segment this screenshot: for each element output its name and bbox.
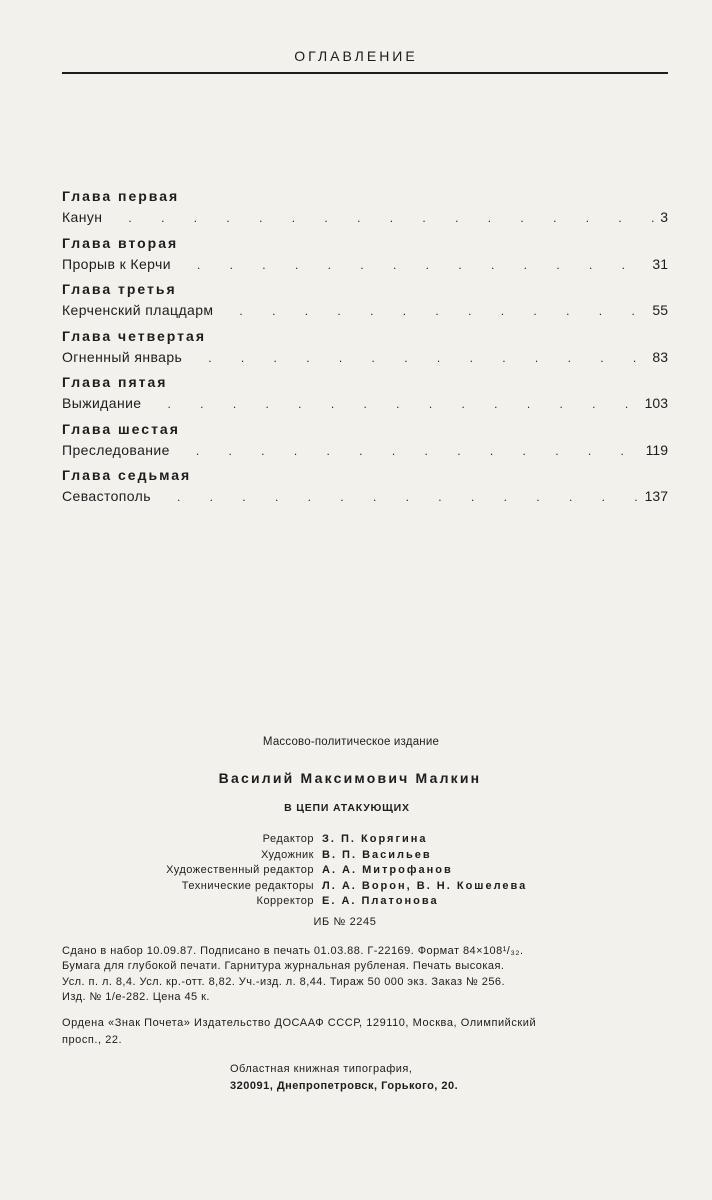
chapter-label: Глава седьмая [62,467,192,483]
chapter-title: Керченский плацдарм [62,302,214,318]
page-number: 55 [652,302,668,318]
chapter-row [62,486,668,506]
credit-line [62,863,668,879]
colophon [62,736,668,1095]
toc-entry [62,186,668,233]
credits-list [62,832,668,910]
chapter-title: Преследование [62,441,170,458]
credit-name: З. П. Корягина [322,833,428,845]
edition-type: Массово-политическое издание [262,736,440,748]
credit-role: Художественный редактор [166,864,314,876]
publisher-line: просп., 22. [62,1033,123,1046]
ib-number: ИБ № 2245 [313,915,377,928]
chapter-row [62,393,668,413]
page-number: 31 [652,255,668,272]
table-of-contents [62,186,668,512]
credit-name: А. А. Митрофанов [322,864,453,876]
print-data-line: Сдано в набор 10.09.87. Подписано в печать 01.03.88. Г-22169. Формат 84×108¹/₃₂. [62,944,524,957]
page-number: 103 [644,395,668,411]
dot-leader [167,394,638,414]
publisher-info [62,1015,668,1049]
credit-role: Технические редакторы [181,879,314,892]
chapter-label: Глава пятая [62,374,168,390]
chapter-row [62,347,668,367]
dot-leader [196,441,640,461]
print-data-line: Бумага для глубокой печати. Гарнитура журнальная рубленая. Печать высокая. [62,960,505,972]
chapter-row [62,207,668,227]
credit-name: Л. А. Ворон, В. Н. Кошелева [322,879,528,892]
toc-entry [62,372,668,419]
page-number: 137 [644,488,668,504]
chapter-title: Прорыв к Керчи [62,255,171,272]
chapter-title: Огненный январь [62,348,183,365]
print-data-line: Изд. № 1/е-282. Цена 45 к. [62,991,210,1003]
printer-address: 320091, Днепропетровск, Горького, 20. [230,1079,459,1092]
toc-entry [62,465,668,512]
page-number: 83 [652,348,668,365]
toc-entry [62,419,668,466]
print-data-line: Усл. п. л. 8,4. Усл. кр.-отт. 8,82. Уч.-изд. л. 8,44. Тираж 50 000 экз. Заказ № 256. [62,975,505,988]
toc-heading: ОГЛАВЛЕНИЕ [294,48,418,64]
toc-entry [62,326,668,373]
toc-entry [62,279,668,326]
chapter-label: Глава шестая [62,420,180,437]
credit-line [62,879,668,895]
credit-role: Редактор [262,833,314,845]
chapter-label: Глава третья [62,281,177,297]
chapter-label: Глава вторая [62,234,179,251]
credit-line [62,894,668,910]
dot-leader [128,208,654,228]
chapter-title: Канун [62,209,103,225]
credit-name: В. П. Васильев [322,848,432,861]
chapter-title: Севастополь [62,488,151,504]
chapter-title: Выжидание [62,395,142,411]
printer-name: Областная книжная типография, [230,1062,413,1075]
dot-leader [208,348,646,368]
heading-rule [62,72,668,74]
page-number: 119 [645,441,668,458]
publisher-line: Ордена «Знак Почета» Издательство ДОСААФ СССР, 129110, Москва, Олимпийский [62,1016,537,1029]
print-specifications [62,944,668,1006]
credit-role: Корректор [256,895,314,907]
credit-line [62,848,668,864]
author-name: Василий Максимович Малкин [218,770,482,786]
dot-leader [197,255,646,275]
chapter-row [62,254,668,274]
credit-name: Е. А. Платонова [322,895,439,907]
dot-leader [177,487,639,507]
page-number: 3 [660,209,668,225]
chapter-label: Глава первая [62,188,180,204]
credit-role: Художник [260,848,314,861]
chapter-label: Глава четвертая [62,327,206,344]
chapter-row [62,300,668,320]
printer-info [62,1061,668,1095]
chapter-row [62,440,668,460]
credit-line [62,832,668,848]
dot-leader [239,301,646,321]
book-title: В ЦЕПИ АТАКУЮЩИХ [284,802,410,814]
toc-entry [62,233,668,280]
